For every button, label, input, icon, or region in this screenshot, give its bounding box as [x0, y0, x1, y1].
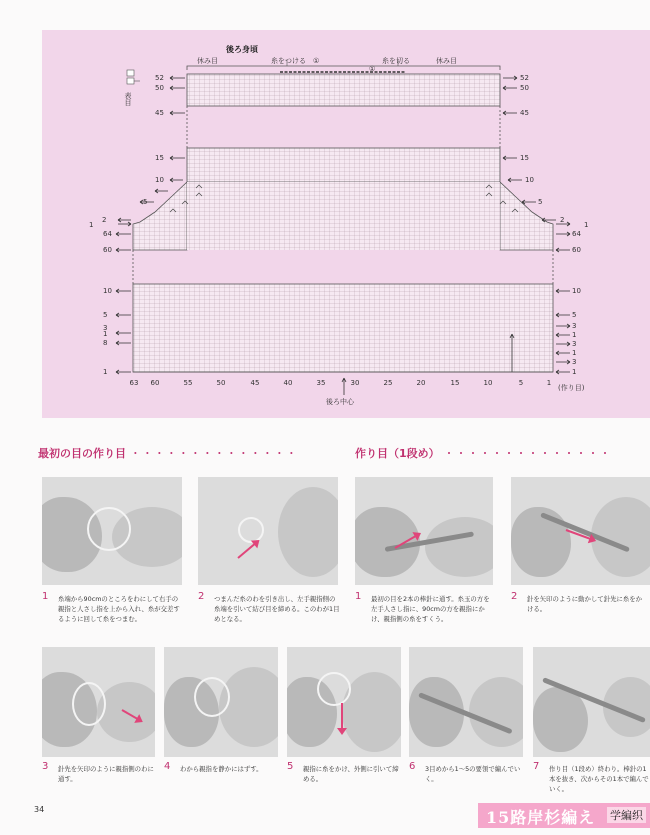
- watermark: 学編织: [607, 807, 646, 823]
- row-label-right: 2: [560, 216, 565, 224]
- row-label-left: 64: [103, 230, 112, 238]
- row-label-right: 15: [520, 154, 529, 162]
- step-caption: [355, 592, 495, 632]
- row-label-right: 1: [584, 221, 589, 229]
- section-title-first-stitch: [38, 445, 298, 461]
- label-rest-left: 休み目: [197, 57, 218, 65]
- step-number: 7: [533, 761, 540, 772]
- page-number: 34: [34, 805, 45, 814]
- stitch-tick: 10: [483, 379, 493, 387]
- row-label-right: 45: [520, 109, 529, 117]
- label-rest-right: 休み目: [436, 57, 457, 65]
- chart-title: 後ろ身頃: [226, 45, 258, 54]
- step-photo-5: [42, 647, 155, 757]
- stitch-tick: 35: [316, 379, 326, 387]
- label-attach-yarn: 糸をつける: [271, 57, 306, 65]
- book-badge-text: 15路岸杉編え: [486, 808, 596, 827]
- row-label-right: 5: [572, 311, 577, 319]
- chart-block-mid: [187, 182, 500, 250]
- step-number: 1: [42, 591, 49, 602]
- book-badge: [478, 803, 650, 828]
- step-photo-2: [198, 477, 338, 585]
- chart-block-bottom: [133, 284, 553, 372]
- step-photo-7: [287, 647, 401, 757]
- step-photo-3: [355, 477, 493, 585]
- label-one-left: ①: [313, 57, 320, 65]
- step-caption: [42, 592, 184, 632]
- row-label-right: 1: [572, 368, 577, 376]
- stitch-tick: 1: [546, 379, 552, 387]
- row-label-right: 64: [572, 230, 581, 238]
- row-label-left: 52: [155, 74, 164, 82]
- row-label-left: 5: [143, 198, 148, 206]
- row-label-left: 15: [155, 154, 164, 162]
- row-label-right: 3: [572, 340, 577, 348]
- row-label-right: 60: [572, 246, 581, 254]
- step-photo-1: [42, 477, 182, 585]
- row-label-left: 1: [103, 368, 108, 376]
- step-number: 2: [198, 591, 205, 602]
- section-title-text: 作り目（1段め）: [355, 447, 440, 460]
- row-label-right: 50: [520, 84, 529, 92]
- center-label: 後ろ中心: [326, 398, 354, 406]
- row-label-right: 10: [525, 176, 534, 184]
- row-label-left: 60: [103, 246, 112, 254]
- section-title-dots: ・・・・・・・・・・・・・・: [129, 447, 298, 460]
- step-text: つまんだ糸のわを引き出し、左手親指側の糸端を引いて結び目を締める。このわが1目めとなる。: [214, 595, 340, 623]
- row-label-left: 10: [103, 287, 112, 295]
- legend-label: 表目: [124, 92, 132, 106]
- step-caption: [511, 592, 650, 632]
- step-number: 6: [409, 761, 416, 772]
- row-label-left: 50: [155, 84, 164, 92]
- label-one-right: ①: [369, 65, 376, 73]
- row-label-left: 2: [102, 216, 107, 224]
- step-caption: [409, 762, 524, 792]
- chart-block-top: [187, 74, 500, 106]
- step-text: 最初の目を2本の棒針に通す。糸玉の方を左手人さし指に、90cmの方を親指にかけ、親指側の糸をすくう。: [371, 595, 490, 623]
- step-text: 糸端から90cmのところをわにして右手の親指と人さし指を上から入れ、糸が交差するように回して糸をつまむ。: [58, 595, 180, 623]
- row-label-right: 5: [538, 198, 543, 206]
- stitch-tick: 40: [283, 379, 293, 387]
- step-text: 親指に糸をかけ、外側に引いて締める。: [303, 765, 399, 783]
- step-photo-6: [164, 647, 278, 757]
- cast-on-note: (作り目): [558, 384, 585, 392]
- step-caption: [164, 762, 279, 792]
- stitch-tick: 63: [129, 379, 139, 387]
- row-label-left: 45: [155, 109, 164, 117]
- step-number: 2: [511, 591, 518, 602]
- chart-block-yoke: [187, 148, 500, 182]
- section-title-text: 最初の目の作り目: [38, 447, 126, 460]
- row-label-left: 1: [103, 330, 108, 338]
- row-label-left: 10: [155, 176, 164, 184]
- label-cut-yarn: 糸を切る: [382, 57, 410, 65]
- row-label-right: 3: [572, 358, 577, 366]
- section-title-cast-on: [355, 445, 612, 461]
- row-label-left: 3: [103, 324, 108, 332]
- stitch-tick: 30: [350, 379, 360, 387]
- row-label-right: 1: [572, 331, 577, 339]
- row-label-right: 10: [572, 287, 581, 295]
- stitch-tick: 60: [150, 379, 160, 387]
- step-photo-4: [511, 477, 650, 585]
- row-label-right: 52: [520, 74, 529, 82]
- row-label-left: 5: [103, 311, 108, 319]
- step-text: 針先を矢印のように親指側のわに通す。: [58, 765, 154, 783]
- stitch-tick: 50: [216, 379, 226, 387]
- row-label-left: 8: [103, 339, 108, 347]
- step-number: 1: [355, 591, 362, 602]
- step-text: 針を矢印のように動かして針先に糸をかける。: [527, 595, 643, 613]
- stitch-tick: 45: [250, 379, 260, 387]
- step-photo-8: [409, 647, 523, 757]
- section-title-dots: ・・・・・・・・・・・・・・: [443, 447, 612, 460]
- chart-armhole-left: [133, 182, 187, 250]
- step-caption: [42, 762, 157, 792]
- step-caption: [198, 592, 340, 632]
- step-text: 作り目（1段め）終わり。棒針の1本を抜き、次からその1本で編んでいく。: [549, 765, 649, 793]
- stitch-tick: 20: [416, 379, 426, 387]
- stitch-tick: 25: [383, 379, 393, 387]
- step-text: わから親指を静かにはずす。: [180, 765, 263, 773]
- step-caption: [287, 762, 402, 792]
- step-photo-9: [533, 647, 650, 757]
- step-number: 5: [287, 761, 294, 772]
- step-text: 3目めから1〜5の要領で編んでいく。: [425, 765, 521, 783]
- stitch-tick: 15: [450, 379, 460, 387]
- row-label-left: 1: [89, 221, 94, 229]
- step-number: 3: [42, 761, 49, 772]
- step-number: 4: [164, 761, 171, 772]
- chart-armhole-right: [500, 182, 553, 250]
- row-label-right: 3: [572, 322, 577, 330]
- step-caption: [533, 762, 650, 792]
- row-label-right: 1: [572, 349, 577, 357]
- stitch-tick: 55: [183, 379, 193, 387]
- stitch-tick: 5: [518, 379, 524, 387]
